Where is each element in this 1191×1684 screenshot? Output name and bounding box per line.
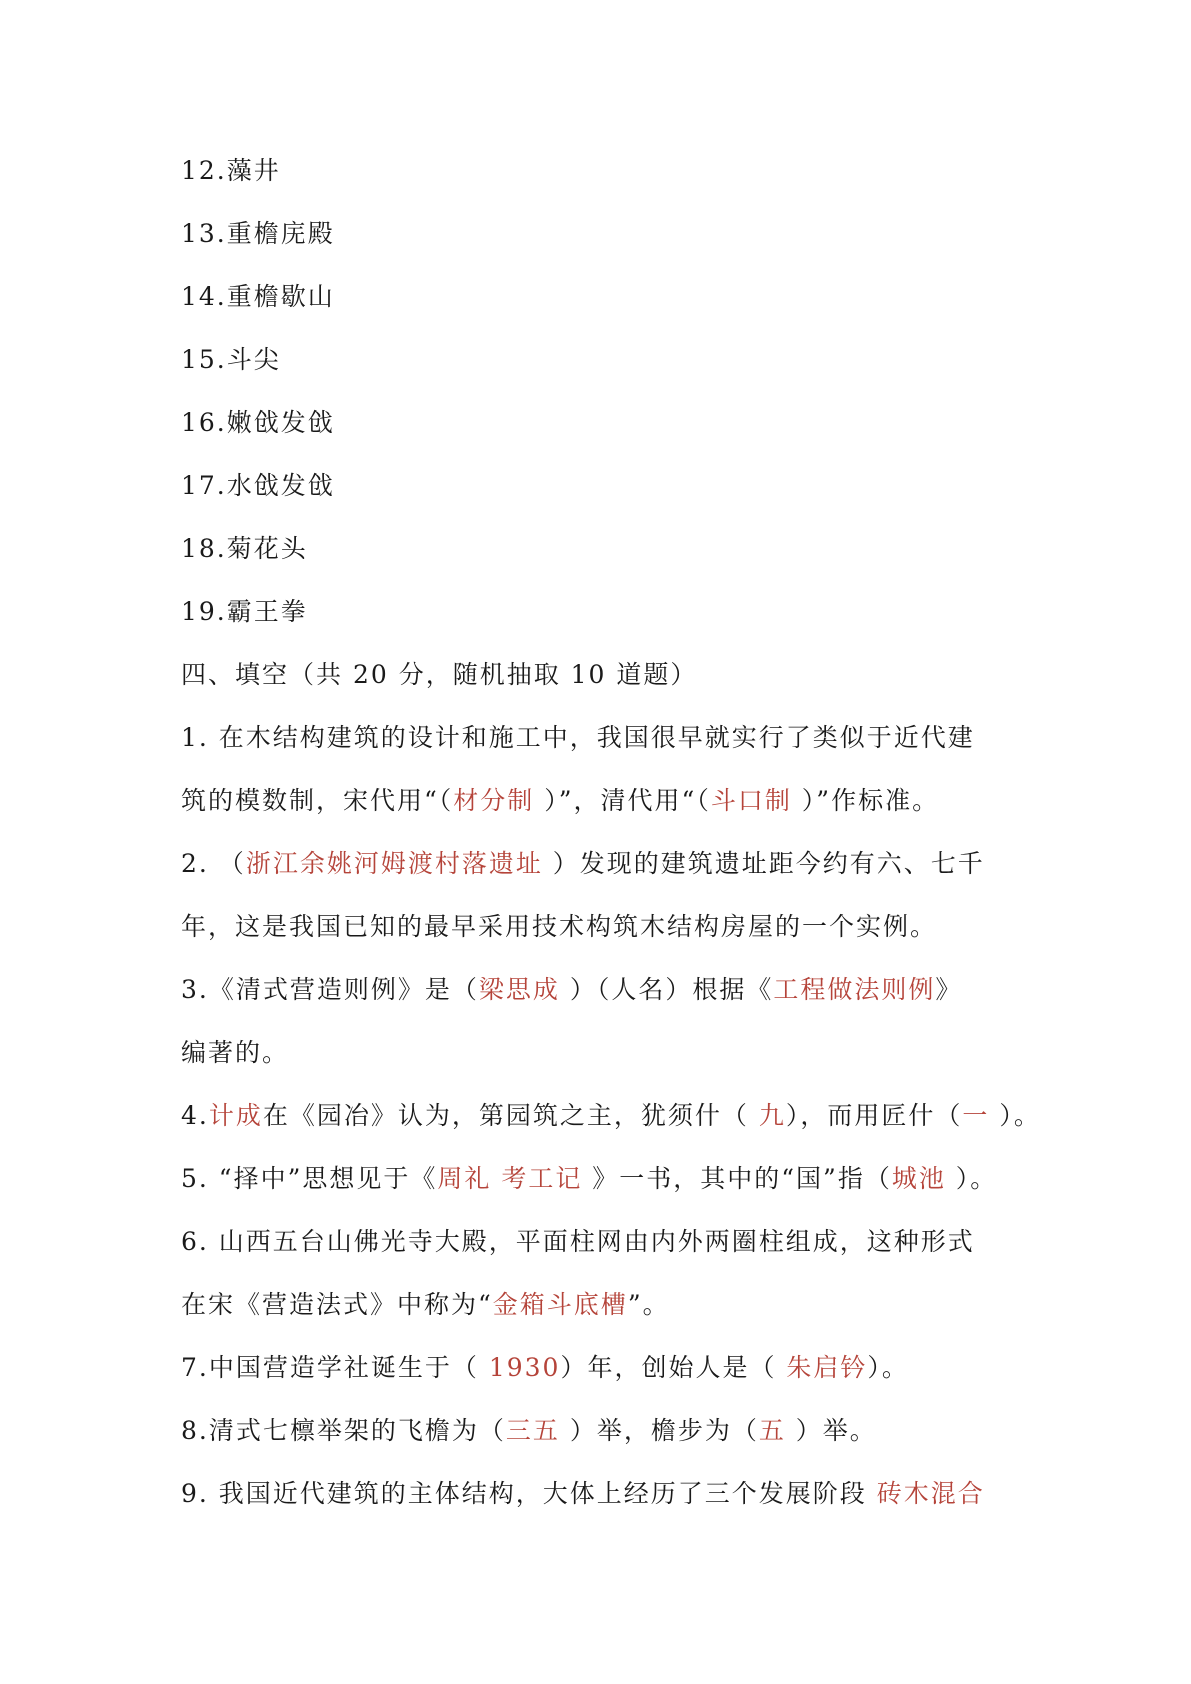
- text-segment: 筑的模数制，宋代用“（: [181, 786, 454, 815]
- text-segment: 9. 我国近代建筑的主体结构，大体上经历了三个发展阶段: [181, 1479, 877, 1508]
- term-item: 16.嫩戗发戗: [181, 408, 335, 437]
- question-9: [181, 1474, 1021, 1514]
- term-item: 15.斗尖: [181, 345, 281, 374]
- answer-text: 砖木混合: [876, 1479, 985, 1508]
- text-segment: 2. （: [181, 849, 246, 878]
- text-segment: ”。: [627, 1290, 670, 1319]
- text-segment: 在《园冶》认为，第园筑之主，犹须什（: [262, 1101, 759, 1130]
- text-segment: 》: [935, 975, 963, 1004]
- answer-text: 周礼 考工记: [437, 1164, 583, 1193]
- answer-text: 九: [758, 1101, 786, 1130]
- term-item: 18.菊花头: [181, 534, 308, 563]
- text-segment: 8.清式七檩举架的飞檐为（: [181, 1416, 506, 1445]
- question-5: [181, 1159, 1021, 1199]
- answer-text: 五: [758, 1416, 786, 1445]
- answer-text: 三五: [505, 1416, 560, 1445]
- text-segment: 5. “择中”思想见于《: [181, 1164, 438, 1193]
- question-2-line-2: 年，这是我国已知的最早采用技术构筑木结构房屋的一个实例。: [181, 912, 938, 941]
- text-segment: ），而用匠什（: [785, 1101, 963, 1130]
- text-segment: ）。: [945, 1164, 998, 1193]
- question-3-line-2: 编著的。: [181, 1038, 290, 1067]
- text-segment: ）。: [867, 1353, 909, 1382]
- answer-text: 朱启钤: [786, 1353, 868, 1382]
- answer-text: 浙江余姚河姆渡村落遗址: [245, 849, 543, 878]
- question-6-line-1: 6. 山西五台山佛光寺大殿，平面柱网由内外两圈柱组成，这种形式: [181, 1227, 975, 1256]
- text-segment: 》一书，其中的“国”指（: [582, 1164, 892, 1193]
- question-7: [181, 1348, 1021, 1388]
- text-segment: ）（人名）根据《: [559, 975, 774, 1004]
- answer-text: 材分制: [453, 786, 535, 815]
- text-segment: ）年，创始人是（: [560, 1353, 787, 1382]
- answer-text: 1930: [488, 1353, 561, 1382]
- text-segment: ）”，清代用“（: [534, 786, 711, 815]
- question-8: [181, 1411, 1021, 1451]
- term-item: 17.水戗发戗: [181, 471, 335, 500]
- answer-text: 城池: [891, 1164, 946, 1193]
- term-item: 19.霸王拳: [181, 597, 308, 626]
- text-segment: 在宋《营造法式》中称为“: [181, 1290, 493, 1319]
- answer-text: 斗口制: [710, 786, 792, 815]
- question-1-line-2: [181, 781, 1021, 821]
- answer-text: 计成: [208, 1101, 263, 1130]
- question-1-line-1: 1. 在木结构建筑的设计和施工中，我国很早就实行了类似于近代建: [181, 723, 975, 752]
- term-item: 14.重檐歇山: [181, 282, 335, 311]
- question-2-line-1: [181, 844, 1021, 884]
- term-item: 13.重檐庑殿: [181, 219, 335, 248]
- text-segment: ）。: [989, 1101, 1041, 1130]
- text-segment: ）”作标准。: [791, 786, 940, 815]
- answer-text: 金箱斗底槽: [492, 1290, 628, 1319]
- text-segment: ）举，檐步为（: [559, 1416, 759, 1445]
- text-segment: 7.中国营造学社诞生于（: [181, 1353, 489, 1382]
- text-segment: 4.: [181, 1101, 209, 1130]
- section-heading: 四、填空（共 20 分，随机抽取 10 道题）: [181, 660, 698, 689]
- question-3-line-1: [181, 970, 1021, 1010]
- text-segment: ）发现的建筑遗址距今约有六、七千: [542, 849, 985, 878]
- answer-text: 工程做法则例: [773, 975, 936, 1004]
- answer-text: 梁思成: [478, 975, 560, 1004]
- answer-text: 一: [962, 1101, 990, 1130]
- text-segment: ）举。: [785, 1416, 877, 1445]
- term-item: 12.藻井: [181, 156, 281, 185]
- text-segment: 3.《清式营造则例》是（: [181, 975, 479, 1004]
- question-6-line-2: [181, 1285, 1021, 1325]
- question-4: [181, 1096, 1041, 1136]
